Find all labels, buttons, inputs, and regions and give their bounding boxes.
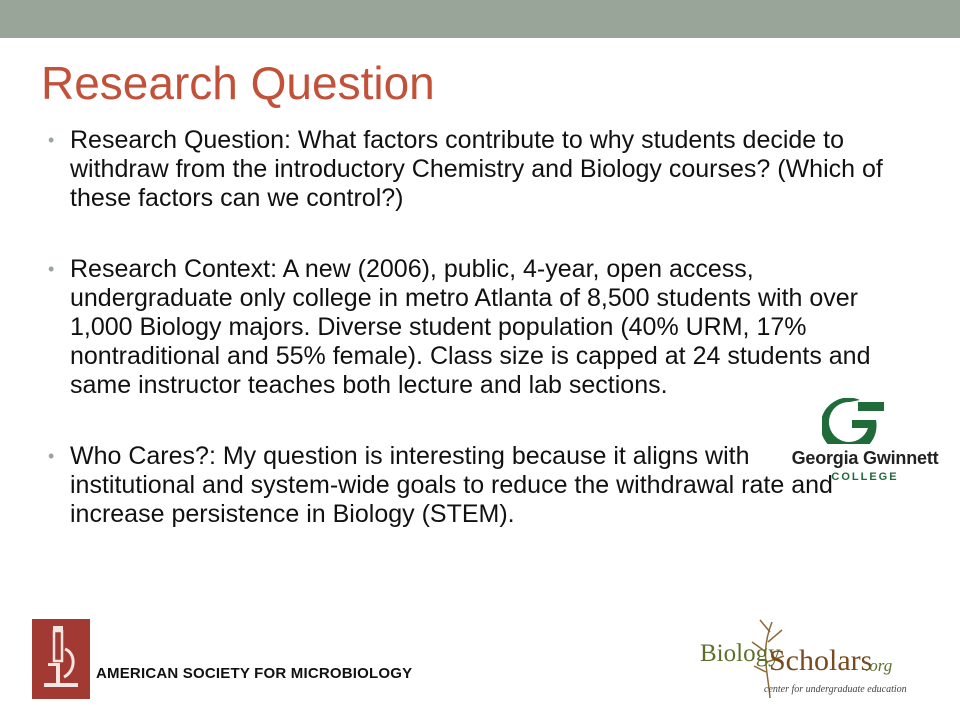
top-bar xyxy=(0,0,960,38)
bullet-list xyxy=(48,126,898,571)
bullet-dot: • xyxy=(48,130,55,150)
bs-tagline: center for undergraduate education xyxy=(764,684,907,695)
ggc-mark-icon xyxy=(822,398,886,444)
bs-org: .org xyxy=(865,656,893,675)
biology-scholars-logo xyxy=(700,612,930,702)
ggc-sub: COLLEGE xyxy=(831,471,899,483)
bullet-text: Research Context: A new (2006), public, 4-year, open access, undergraduate only college in metro Atlanta of 8,500 students with over 1,000 Biology majors. Diverse student population (40% URM, 17% nontraditional and 55% female). Class size is capped at 24 students and same instructor teaches both lecture and lab sections. xyxy=(70,255,871,399)
bullet-research-question xyxy=(48,126,888,213)
asm-logo xyxy=(32,619,90,699)
bullet-text: Who Cares?: My question is interesting because it aligns with institutional and system-wide goals to reduce the withdrawal rate and increase persistence in Biology (STEM). xyxy=(70,442,833,528)
bullet-who-cares xyxy=(48,442,870,529)
bullet-dot: • xyxy=(48,446,55,466)
microscope-icon xyxy=(32,619,90,699)
bullet-dot: • xyxy=(48,259,55,279)
bs-scholars: Scholars xyxy=(769,644,873,677)
ggc-name: Georgia Gwinnett xyxy=(791,448,939,468)
georgia-gwinnett-logo xyxy=(770,398,960,490)
bullet-text: Research Question: What factors contribute to why students decide to withdraw from the introductory Chemistry and Biology courses? (Which of these factors can we control?) xyxy=(70,126,883,212)
slide-title: Research Question xyxy=(41,57,435,109)
asm-name: AMERICAN SOCIETY FOR MICROBIOLOGY xyxy=(96,665,413,682)
bs-biology: Biology xyxy=(700,640,781,667)
bullet-research-context xyxy=(48,255,898,400)
